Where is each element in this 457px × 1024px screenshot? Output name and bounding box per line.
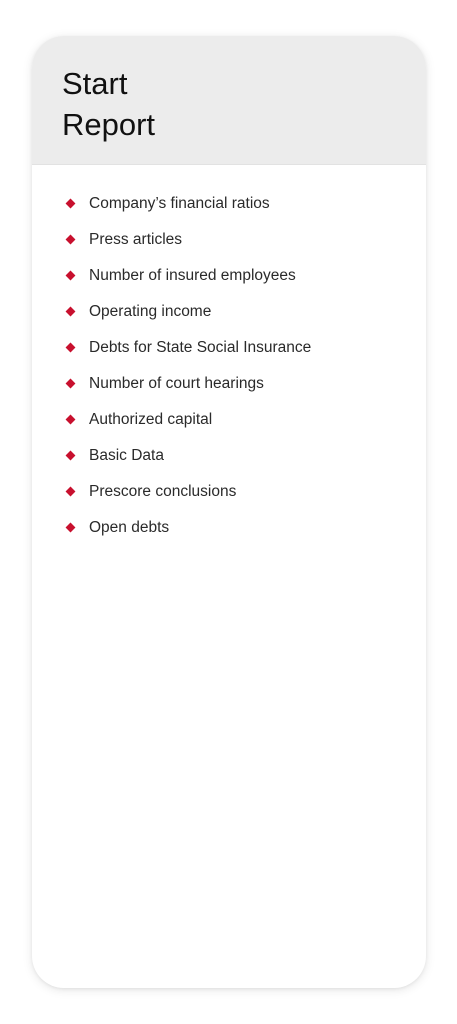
feature-item [32, 402, 426, 438]
bullet-icon [66, 343, 76, 353]
plan-title [62, 63, 155, 145]
feature-label: Authorized capital [89, 411, 213, 428]
feature-label: Debts for State Social Insurance [89, 339, 312, 356]
bullet-icon [66, 235, 76, 245]
bullet-icon [66, 199, 76, 209]
report-plan-card [32, 36, 426, 988]
feature-label: Company’s financial ratios [89, 195, 270, 212]
bullet-icon [66, 415, 76, 425]
feature-item [32, 366, 426, 402]
card-header [32, 36, 426, 165]
feature-label: Operating income [89, 303, 212, 320]
bullet-icon [66, 379, 76, 389]
feature-item [32, 186, 426, 222]
feature-item [32, 330, 426, 366]
feature-item [32, 222, 426, 258]
bullet-icon [66, 523, 76, 533]
feature-item [32, 474, 426, 510]
feature-list [32, 186, 426, 546]
plan-title-line-2: Report [62, 107, 156, 142]
feature-label: Open debts [89, 519, 170, 536]
plan-title-line-1: Start [62, 66, 128, 101]
feature-label: Prescore conclusions [89, 483, 237, 500]
bullet-icon [66, 307, 76, 317]
feature-item [32, 510, 426, 546]
feature-item [32, 294, 426, 330]
feature-item [32, 438, 426, 474]
feature-label: Basic Data [89, 447, 164, 464]
feature-item [32, 258, 426, 294]
bullet-icon [66, 451, 76, 461]
bullet-icon [66, 487, 76, 497]
feature-label: Number of court hearings [89, 375, 264, 392]
bullet-icon [66, 271, 76, 281]
feature-label: Number of insured employees [89, 267, 296, 284]
feature-label: Press articles [89, 231, 183, 248]
